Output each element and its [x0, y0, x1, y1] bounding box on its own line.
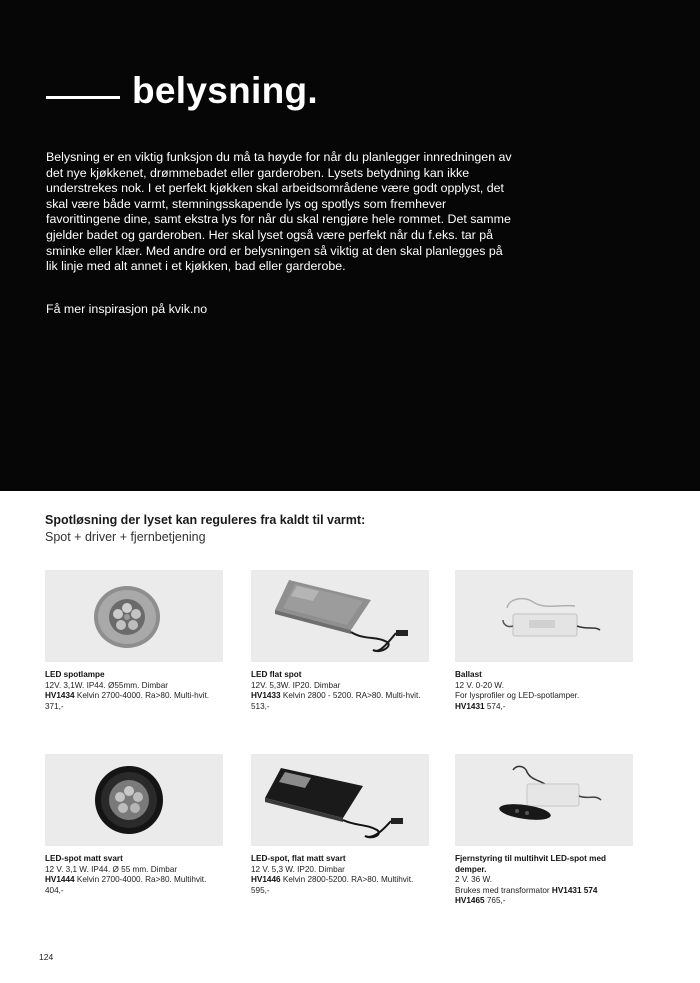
- ballast-icon: [455, 570, 633, 662]
- product-card: [455, 570, 633, 712]
- product-price: 765,-: [484, 896, 506, 906]
- product-spec: 12V. 3,1W. IP44. Ø55mm. Dimbar: [45, 680, 169, 690]
- product-detail-line: [45, 875, 223, 886]
- product-card: [45, 754, 223, 896]
- product-note-line: [455, 886, 633, 897]
- product-photo: [45, 754, 223, 846]
- led-spotlamp-icon: [45, 570, 223, 662]
- product-note: For lysprofiler og LED-spotlamper.: [455, 691, 580, 701]
- product-code: HV1444: [45, 875, 75, 885]
- product-detail-line: [251, 875, 429, 886]
- product-code: HV1433: [251, 691, 281, 701]
- product-note-code: HV1431 574: [551, 885, 598, 895]
- product-price: 574,-: [484, 701, 506, 711]
- product-detail-line: [455, 702, 633, 713]
- product-name: LED-spot matt svart: [45, 854, 123, 863]
- product-price: 513,-: [251, 701, 270, 711]
- product-name: LED flat spot: [251, 670, 302, 679]
- led-spot-black-icon: [45, 754, 223, 846]
- product-spec: 12 V. 5,3 W. IP20. Dimbar: [251, 864, 345, 874]
- product-name: Ballast: [455, 670, 482, 679]
- product-name: Fjernstyring til multihvit LED-spot med demper.: [455, 854, 607, 874]
- product-code: HV1431: [455, 701, 485, 711]
- product-detail-line: [251, 691, 429, 702]
- section-title: Spotløsning der lyset kan reguleres fra kaldt til varmt:: [45, 513, 366, 527]
- product-card: [251, 570, 429, 712]
- led-flat-spot-icon: [251, 570, 429, 662]
- product-detail: Kelvin 2700-4000. Ra>80. Multi-hvit.: [74, 691, 210, 701]
- product-price: 371,-: [45, 701, 64, 711]
- product-detail: Kelvin 2800-5200. RA>80. Multihvit.: [280, 875, 414, 885]
- product-spec: 12 V. 0-20 W.: [455, 680, 504, 690]
- product-price: 404,-: [45, 885, 64, 895]
- product-card: [251, 754, 429, 896]
- remote-control-icon: [455, 754, 633, 846]
- product-spec: 12 V. 3,1 W. IP44. Ø 55 mm. Dimbar: [45, 864, 178, 874]
- inspiration-link[interactable]: Få mer inspirasjon på kvik.no: [46, 302, 208, 316]
- product-card: [45, 570, 223, 712]
- product-card: [455, 754, 633, 907]
- product-spec: 12V. 5,3W. IP20. Dimbar: [251, 680, 341, 690]
- section-subtitle: Spot + driver + fjernbetjening: [45, 530, 206, 544]
- led-flat-spot-black-icon: [251, 754, 429, 846]
- product-note: Brukes med transformator: [455, 885, 552, 895]
- intro-paragraph: [46, 150, 516, 275]
- page-title: belysning.: [132, 70, 318, 111]
- product-code: HV1434: [45, 691, 75, 701]
- product-name: LED-spot, flat matt svart: [251, 854, 346, 863]
- product-photo: [455, 570, 633, 662]
- product-photo: [45, 570, 223, 662]
- product-detail-line: [45, 691, 223, 702]
- hero-section: [0, 0, 700, 491]
- product-name: LED spotlampe: [45, 670, 105, 679]
- product-detail-line: [455, 896, 633, 907]
- product-detail: Kelvin 2700-4000. Ra>80. Multihvit.: [74, 875, 207, 885]
- product-code: HV1465: [455, 896, 485, 906]
- product-photo: [251, 570, 429, 662]
- product-code: HV1446: [251, 875, 281, 885]
- product-price: 595,-: [251, 885, 270, 895]
- product-spec: 2 V. 36 W.: [455, 875, 493, 885]
- page-number: 124: [39, 952, 54, 962]
- product-detail: Kelvin 2800 - 5200. RA>80. Multi-hvit.: [280, 691, 421, 701]
- product-photo: [455, 754, 633, 846]
- intro-text: Belysning er en viktig funksjon du må ta høyde for når du planlegger innredningen av det nye kjøkkenet, drømmebadet eller garderoben. Lysets betydning kan ikke understrekes nok. I et perfekt kjøkken skal arbeidsområdene være godt opplyst, det skal være både varmt, stemningsskapende lys og spotlys som fremhever favorittingene dine, samt ekstra lys for når du skal rengjøre hele rommet. Det samme gjelder badet og garderoben. Her skal lyset også være perfekt når du f.eks. tar på sminke eller klær. Med andre ord er belysningen så viktig at den skal planlegges på lik linje med alt annet i et kjøkken, bad eller garderobe.: [46, 150, 512, 274]
- product-photo: [251, 754, 429, 846]
- title-rule: [46, 96, 120, 99]
